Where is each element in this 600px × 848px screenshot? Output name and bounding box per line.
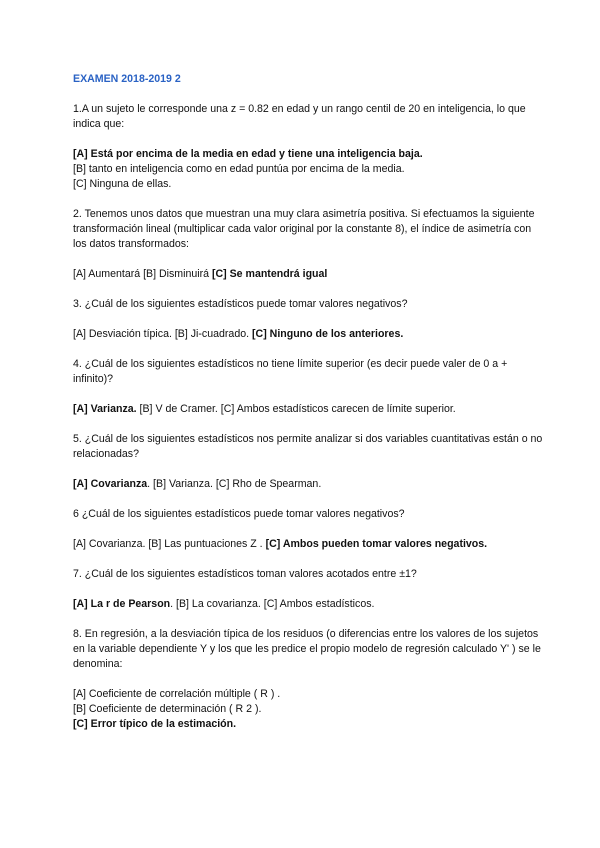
q6-answer: [C] Ambos pueden tomar valores negativos.	[265, 538, 488, 550]
question-5: 5. ¿Cuál de los siguientes estadísticos nos permite analizar si dos variables cuantitativas están o no relacionadas?	[73, 433, 543, 460]
q2-options-line	[73, 267, 543, 282]
q2-options: [A] Aumentará [B] Disminuirá	[73, 268, 210, 280]
exam-title: EXAMEN 2018-2019 2	[73, 73, 181, 85]
question-3: 3. ¿Cuál de los siguientes estadísticos puede tomar valores negativos?	[73, 298, 408, 310]
q5-answer: [A] Covarianza	[73, 478, 148, 490]
q7-options: . [B] La covarianza. [C] Ambos estadísticos.	[170, 598, 375, 610]
q1-option-a-answer: [A] Está por encima de la media en edad y tiene una inteligencia baja.	[73, 148, 423, 160]
q7-answer: [A] La r de Pearson	[73, 598, 171, 610]
q2-answer: [C] Se mantendrá igual	[211, 268, 328, 280]
q1-option-b: [B] tanto en inteligencia como en edad puntúa por encima de la media.	[73, 163, 405, 175]
q8-option-b: [B] Coeficiente de determinación ( R 2 ).	[73, 703, 262, 715]
question-1: 1.A un sujeto le corresponde una z = 0.82 en edad y un rango centil de 20 en inteligencia, lo que indica que:	[73, 103, 526, 130]
q5-options-line	[73, 477, 543, 492]
question-4: 4. ¿Cuál de los siguientes estadísticos no tiene límite superior (es decir puede valer de 0 a + infinito)?	[73, 358, 508, 385]
question-6: 6 ¿Cuál de los siguientes estadísticos puede tomar valores negativos?	[73, 508, 405, 520]
q4-answer: [A] Varianza.	[73, 403, 137, 415]
question-8: 8. En regresión, a la desviación típica de los residuos (o diferencias entre los valores de los sujetos en la variable dependiente Y y los que les predice el propio modelo de regresión calculado Y' ) se le denomina:	[73, 628, 541, 670]
q6-options-line	[73, 537, 543, 552]
q6-options: [A] Covarianza. [B] Las puntuaciones Z .	[73, 538, 263, 550]
q4-options: [B] V de Cramer. [C] Ambos estadísticos carecen de límite superior.	[139, 403, 456, 415]
q3-options: [A] Desviación típica. [B] Ji-cuadrado.	[73, 328, 250, 340]
q1-option-c: [C] Ninguna de ellas.	[73, 178, 172, 190]
q3-answer: [C] Ninguno de los anteriores.	[252, 328, 404, 340]
q3-options-line	[73, 327, 543, 342]
q8-option-c-answer: [C] Error típico de la estimación.	[73, 718, 237, 730]
exam-page	[73, 64, 543, 732]
q4-options-line	[73, 402, 543, 417]
question-2: 2. Tenemos unos datos que muestran una muy clara asimetría positiva. Si efectuamos la siguiente transformación lineal (multiplicar cada valor original por la constante 8), el índice de asimetría con los datos transformados:	[73, 208, 535, 250]
q7-options-line	[73, 597, 543, 612]
question-7: 7. ¿Cuál de los siguientes estadísticos toman valores acotados entre ±1?	[73, 568, 417, 580]
q5-options: . [B] Varianza. [C] Rho de Spearman.	[147, 478, 322, 490]
q8-option-a: [A] Coeficiente de correlación múltiple ( R ) .	[73, 688, 281, 700]
